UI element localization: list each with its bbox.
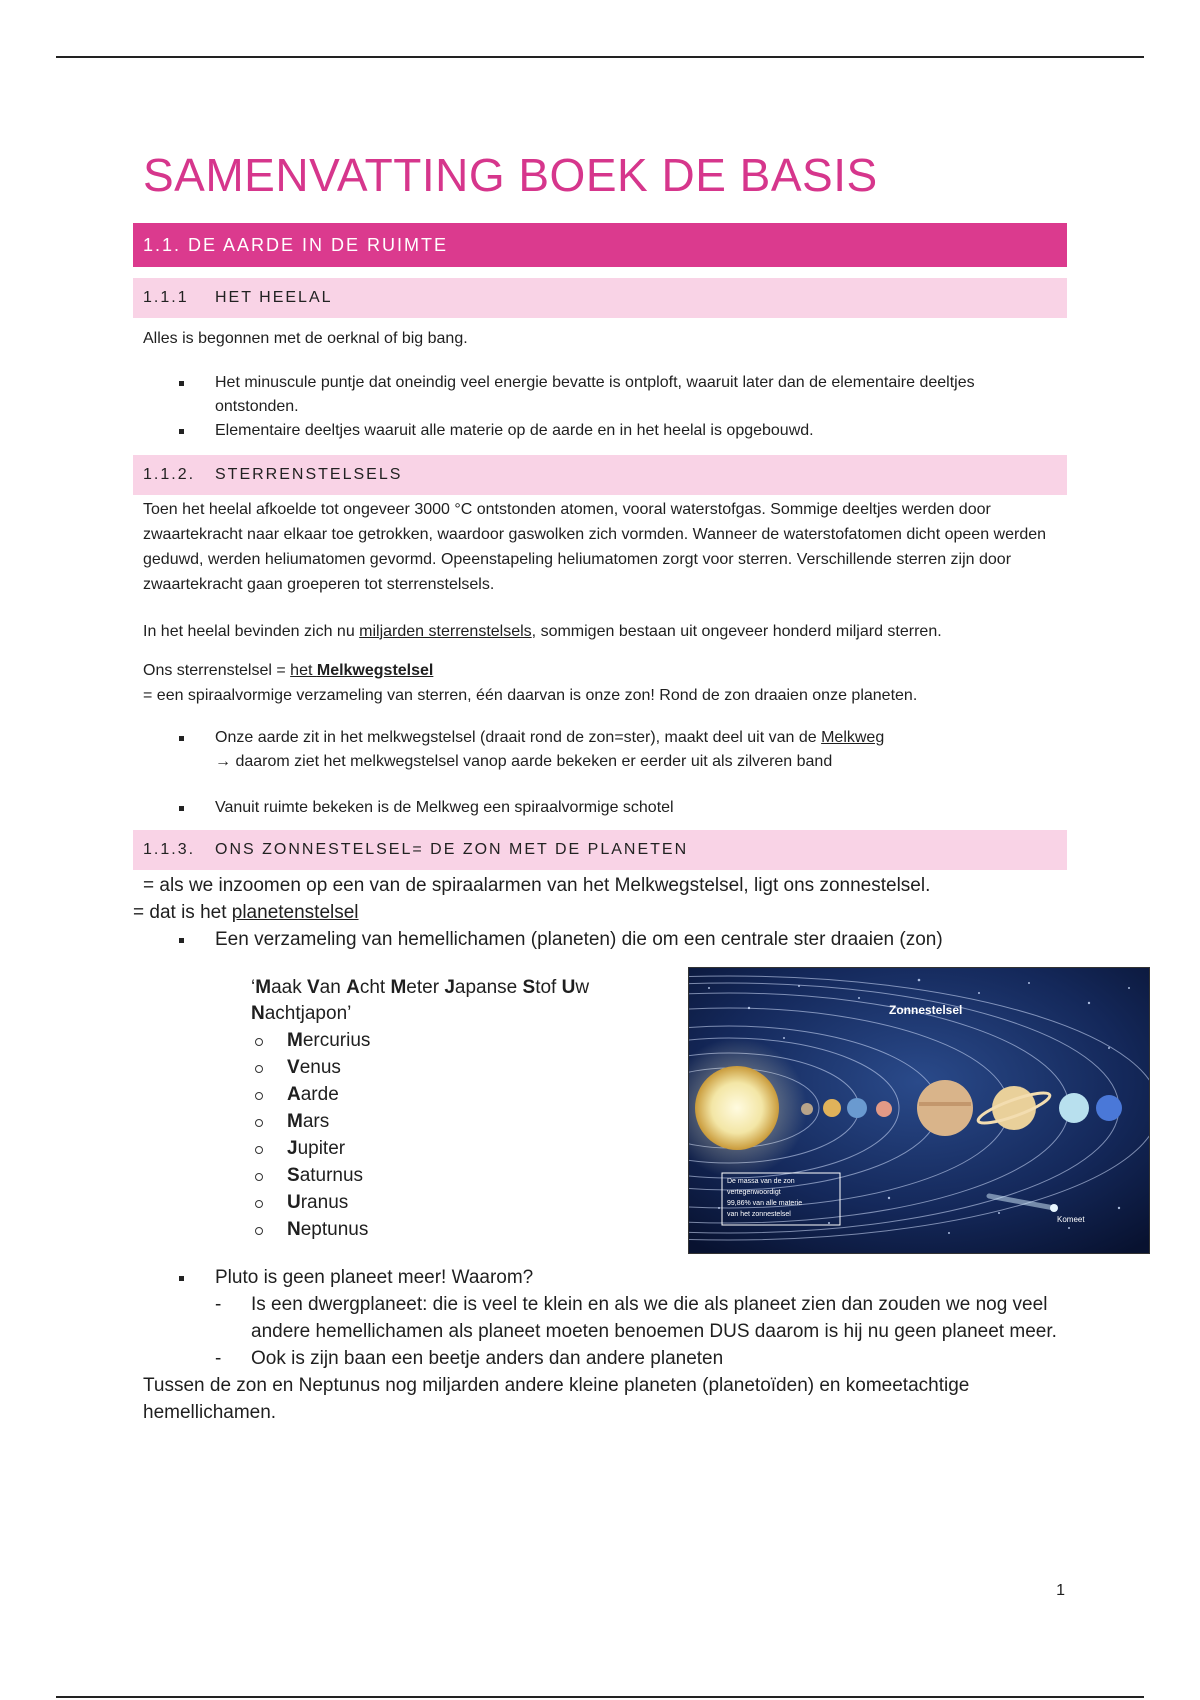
bullet-list <box>133 796 1067 820</box>
bottom-rule <box>56 1696 1144 1698</box>
list-item: Venus <box>287 1054 631 1081</box>
svg-text:vertegenwoordigt: vertegenwoordigt <box>727 1188 781 1196</box>
section-number: 1.1.1 <box>143 288 189 306</box>
paragraph: = als we inzoomen op een van de spiraalarmen van het Melkwegstelsel, ligt ons zonnestelsel. <box>143 874 931 896</box>
section-heading-sterrenstelsels <box>133 455 1067 495</box>
list-item: Pluto is geen planeet meer! Waarom? <box>215 1264 1057 1291</box>
text-span: het <box>290 661 317 679</box>
comet-label: Komeet <box>1057 1214 1085 1224</box>
underlined-text: planetenstelsel <box>231 901 359 923</box>
svg-text:van het zonnestelsel: van het zonnestelsel <box>727 1210 791 1218</box>
underlined-text: miljarden sterrenstelsels <box>359 622 532 640</box>
image-title: Zonnestelsel <box>889 1002 963 1017</box>
chapter-heading: 1.1. DE AARDE IN DE RUIMTE <box>133 223 1067 267</box>
planets-block <box>133 967 1085 1252</box>
text-span: Ons sterrenstelsel = <box>143 661 291 679</box>
solar-system-image <box>688 967 1150 1254</box>
document-title: SAMENVATTING BOEK DE BASIS <box>143 149 878 201</box>
paragraph: Tussen de zon en Neptunus nog miljarden andere kleine planeten (planetoïden) en komeetachtige hemellichamen. <box>143 1374 970 1423</box>
paragraph: = een spiraalvormige verzameling van sterren, één daarvan is onze zon! Rond de zon draaien onze planeten. <box>143 686 918 704</box>
top-rule <box>56 56 1144 58</box>
list-item: Mercurius <box>287 1027 631 1054</box>
paragraph: Alles is begonnen met de oerknal of big bang. <box>143 329 468 347</box>
list-item: Uranus <box>287 1189 631 1216</box>
svg-text:De massa van de zon: De massa van de zon <box>727 1177 795 1185</box>
paragraph <box>143 619 1057 644</box>
list-item: Neptunus <box>287 1216 631 1243</box>
planet-list <box>251 1027 631 1243</box>
section-title: HET HEELAL <box>215 288 333 306</box>
section-title: STERRENSTELSELS <box>215 465 403 483</box>
svg-text:99,86% van alle materie: 99,86% van alle materie <box>727 1199 803 1207</box>
section-number: 1.1.3. <box>143 840 196 858</box>
text-span: → daarom ziet het melkwegstelsel vanop aarde bekeken er eerder uit als zilveren band <box>215 752 833 770</box>
section-title: ONS ZONNESTELSEL= DE ZON MET DE PLANETEN <box>215 840 689 858</box>
bold-text: Melkwegstelsel <box>316 661 434 679</box>
list-item: Jupiter <box>287 1135 631 1162</box>
text-span: In het heelal bevinden zich nu <box>143 622 360 640</box>
list-item: Vanuit ruimte bekeken is de Melkweg een spiraalvormige schotel <box>215 796 1057 820</box>
paragraph <box>143 658 1057 683</box>
document-page <box>133 149 1085 1426</box>
bullet-list <box>133 1264 1067 1291</box>
list-item: Aarde <box>287 1081 631 1108</box>
underlined-text: Melkweg <box>821 728 885 746</box>
text-span: Onze aarde zit in het melkwegstelsel (draait rond de zon=ster), maakt deel uit van de <box>215 728 822 746</box>
bullet-list <box>133 726 1067 774</box>
bullet-list <box>133 926 1067 953</box>
list-item: - Ook is zijn baan een beetje anders dan andere planeten <box>251 1345 1067 1372</box>
paragraph <box>133 899 1067 926</box>
dash-list <box>133 1291 1067 1372</box>
text-span: = dat is het <box>133 901 232 923</box>
underlined-text <box>290 662 433 679</box>
mnemonic-sentence: ‘Maak Van Acht Meter Japanse Stof Uw Nachtjapon’ <box>251 976 590 1024</box>
list-item: - Is een dwergplaneet: die is veel te klein en als we die als planeet zien dan zouden we nog veel andere hemellichamen als planeet moeten benoemen DUS daarom is hij nu geen planeet meer. <box>251 1291 1067 1345</box>
section-heading-heelal <box>133 278 1067 318</box>
list-item: Een verzameling van hemellichamen (planeten) die om een centrale ster draaien (zon) <box>215 926 1057 953</box>
list-item: Saturnus <box>287 1162 631 1189</box>
section-heading-zonnestelsel <box>133 830 1067 870</box>
text-span: , sommigen bestaan uit ongeveer honderd miljard sterren. <box>531 622 942 640</box>
list-item: Elementaire deeltjes waaruit alle materie op de aarde en in het heelal is opgebouwd. <box>215 419 1057 443</box>
list-item <box>215 726 1057 774</box>
list-item: Mars <box>287 1108 631 1135</box>
solar-system-illustration <box>689 968 1149 1253</box>
bullet-list <box>133 371 1067 443</box>
mnemonic <box>251 975 631 1243</box>
paragraph: Toen het heelal afkoelde tot ongeveer 3000 °C ontstonden atomen, vooral waterstofgas. Sommige deeltjes werden door zwaartekracht naar elkaar toe getrokken, waardoor gaswolken zich vormden. Wanneer de waterstofatomen dicht opeen werden geduwd, werden heliumatomen gevormd. Opeenstapeling heliumatomen zorgt voor sterren. Verschillende sterren zijn door zwaartekracht gaan groeperen tot sterrenstelsels. <box>143 500 1047 593</box>
list-item: Het minuscule puntje dat oneindig veel energie bevatte is ontploft, waaruit later dan de elementaire deeltjes ontstonden. <box>215 371 1057 419</box>
section-number: 1.1.2. <box>143 465 196 483</box>
page-number: 1 <box>1056 1582 1065 1599</box>
